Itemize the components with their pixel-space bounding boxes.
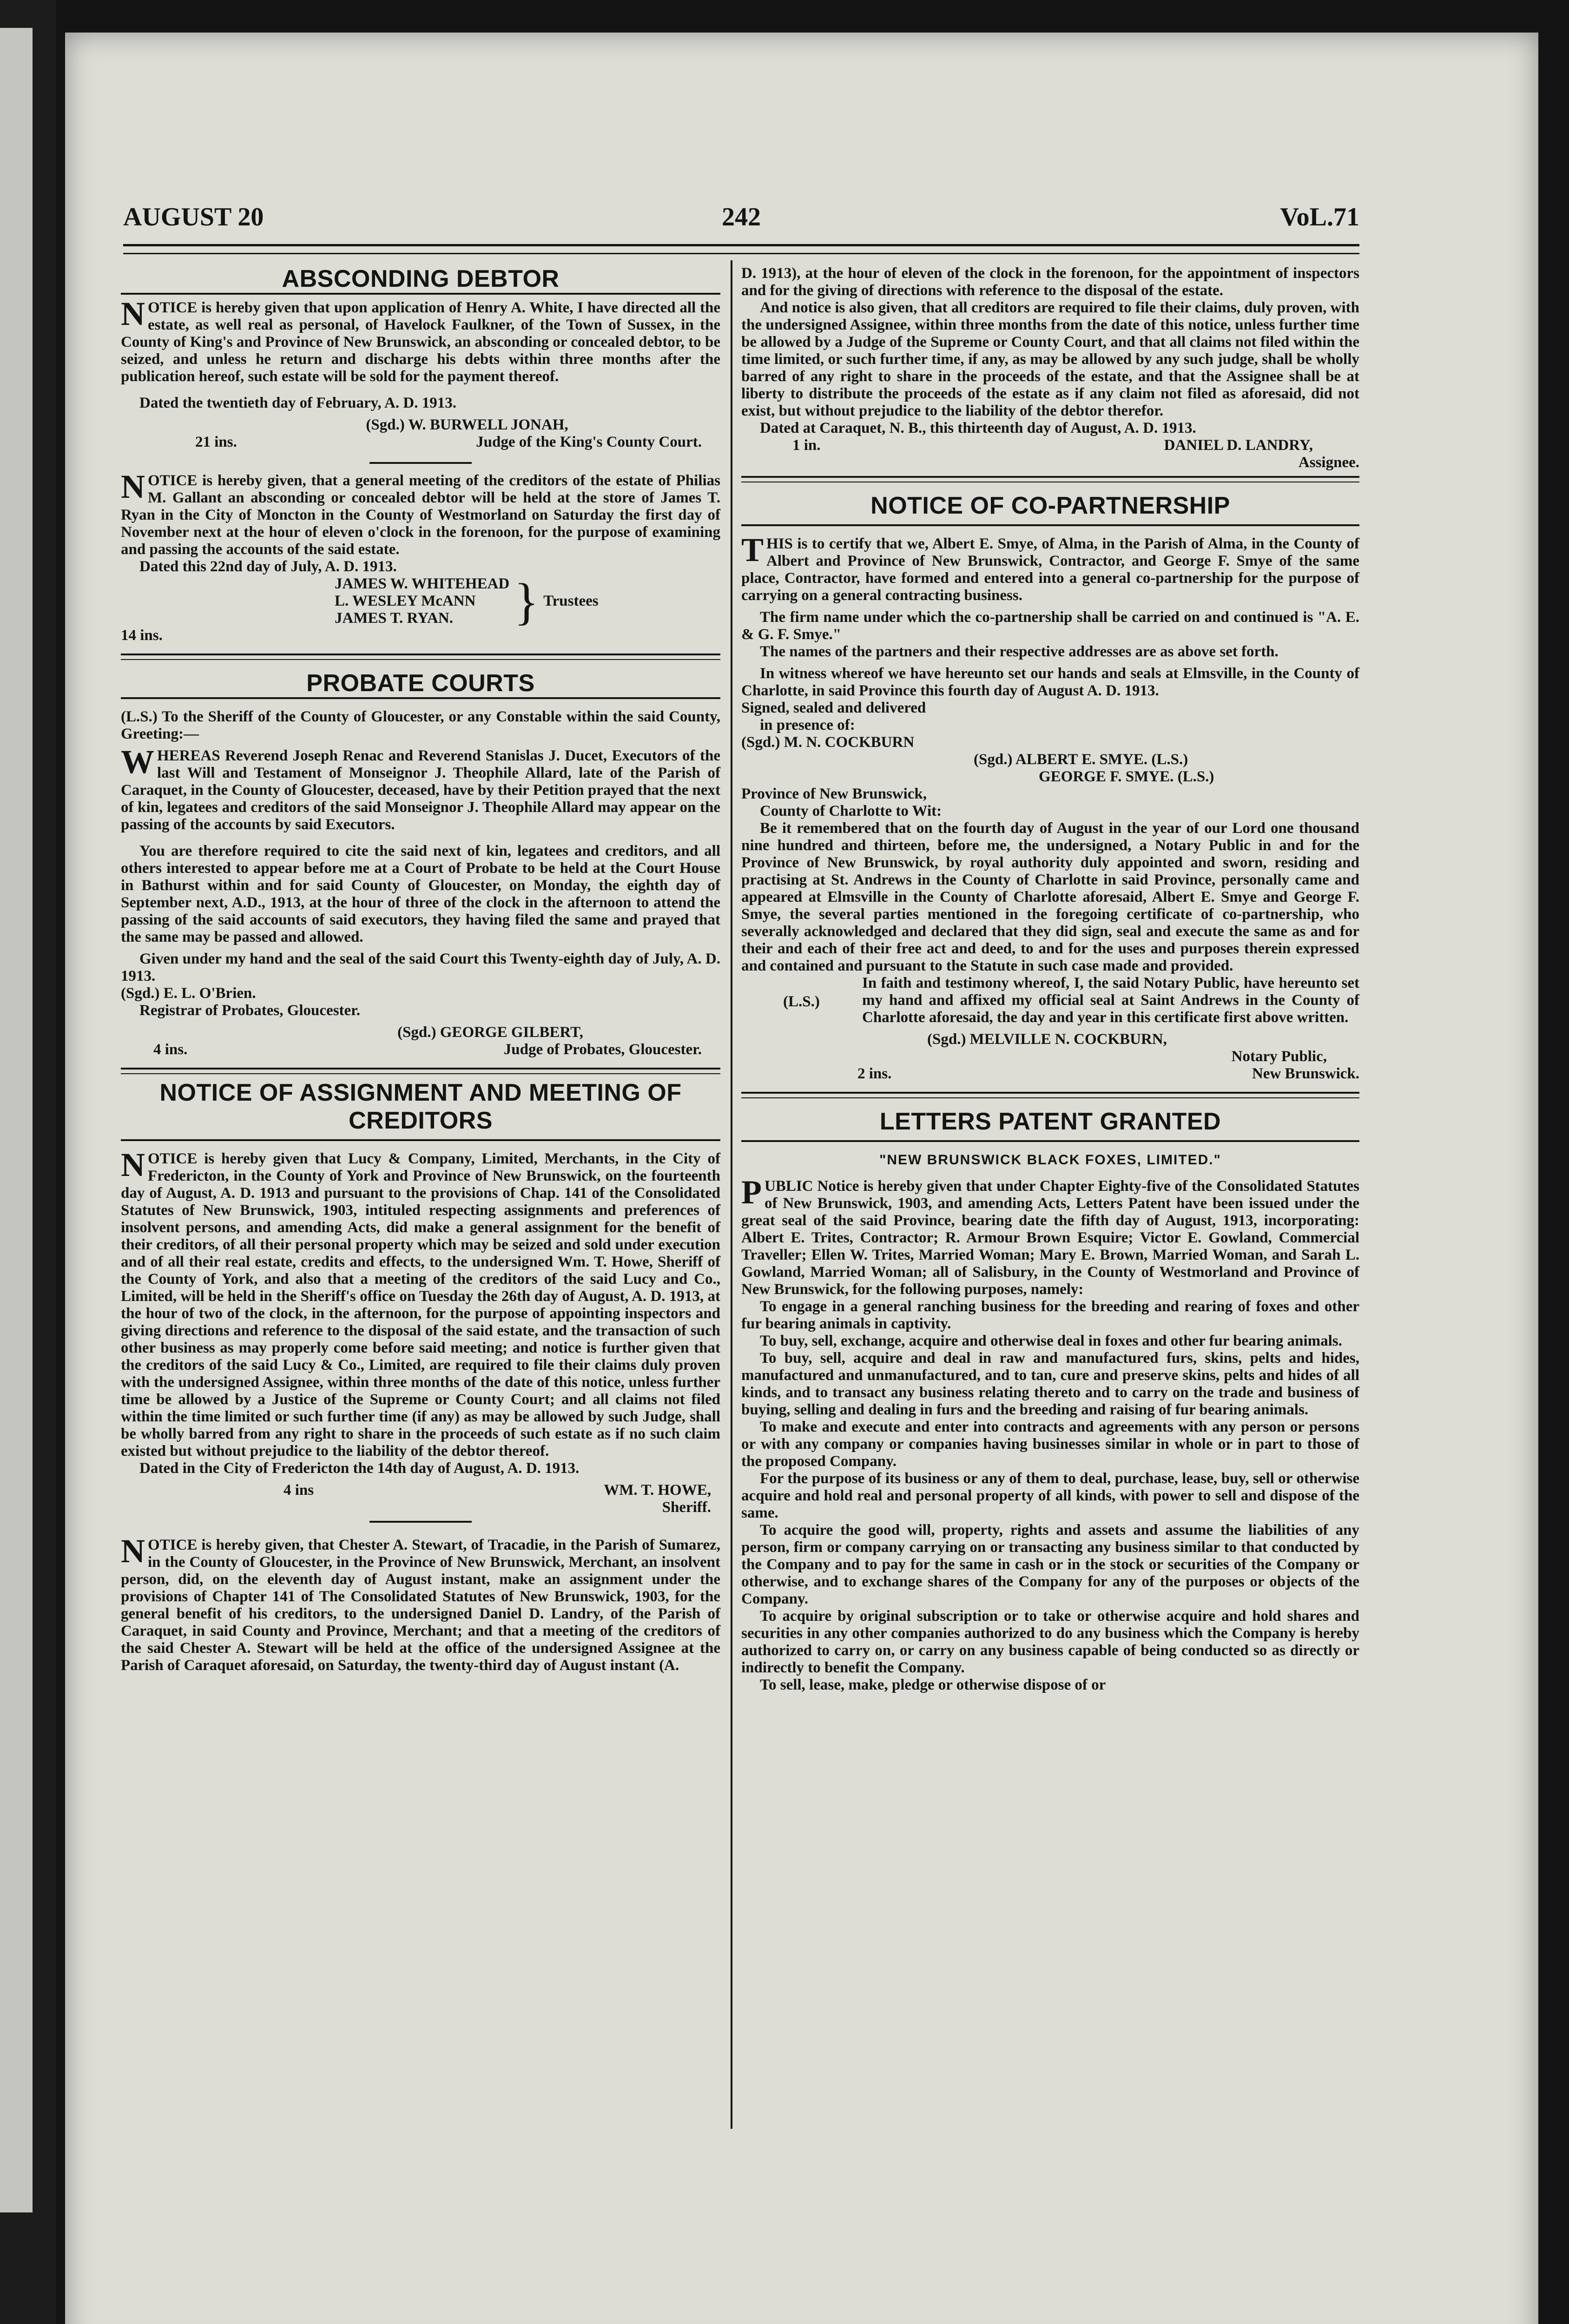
section-rule — [121, 1139, 720, 1141]
section-title: LETTERS PATENT GRANTED — [879, 1108, 1221, 1135]
company-name: "NEW BRUNSWICK BLACK FOXES, LIMITED." — [879, 1152, 1221, 1168]
section-rule — [121, 654, 720, 660]
notice-body: NOTICE is hereby given that Lucy & Company, Limited, Merchants, in the City of Fredericton, in the County of York and Province of New Brunswick, on the fourteenth day of August, A. D. 1913 and pursuant to the provisions of Chap. 141 of the Consolidated Statutes of New Brunswick, 1903, intituled respecting assignments and preferences of insolvent persons, and amending Acts, did make a general assignment for the benefit of their creditors, of all their personal property which may be seized and sold under execution and of all their real estate, credits and effects, to the undersigned Wm. T. Howe, Sheriff of the County of York, and also that a meeting of the creditors of the said Lucy and Co., Limited, will be held in the Sheriff's office on Tuesday the 26th day of August, A. D. 1913, at the hour of two of the clock, in the afternoon, for the purpose of appointing inspectors and giving directions and reference to the disposal of the said estate, and the transaction of such other business as may properly come before said meeting; and notice is further given that the creditors of the said Lucy & Co., Limited, are required to file their claims duly proven with the undersigned Assignee, within three months of the date of this notice, unless further time be allowed by a Justice of the Supreme or County Court; and all claims not filed within the time limited or such further time (if any) as may be allowed by such Judge, shall be wholly barred from any right to share in the proceeds of such estate as if no such claim existed but without prejudice to the liability of the debtor thereof. — [121, 1146, 720, 1459]
purpose-paragraph: To buy, sell, exchange, acquire and otherwise deal in foxes and other fur bearing animals. — [760, 1333, 1342, 1349]
judge-signature: (Sgd.) GEORGE GILBERT, — [397, 1024, 583, 1041]
letters-patent-notice — [741, 1108, 1359, 1694]
continued-paragraph: D. 1913), at the hour of eleven of the clock in the forenoon, for the appointment of inspectors and for the giving of directions with reference to the disposal of the estate. — [741, 265, 1359, 299]
partner-signature: GEORGE F. SMYE. (L.S.) — [1039, 768, 1214, 785]
creditors-meeting-notice — [121, 468, 720, 660]
section-rule — [121, 293, 720, 295]
witness-signature: (Sgd.) M. N. COCKBURN — [741, 734, 915, 751]
purpose-paragraph: To make and execute and enter into contracts and agreements with any person or persons or with any company or companies having businesses similar in whole or in part to those of the proposed Company. — [741, 1419, 1359, 1470]
witness-paragraph: In witness whereof we have hereunto set our hands and seals at Elmsville, in the County of Charlotte, in said Province this fourth day of August A. D. 1913. — [741, 665, 1359, 699]
trustee-name: JAMES T. RYAN. — [335, 610, 453, 627]
firm-name-paragraph: The firm name under which the co-partnership shall be carried on and continued is "A. E. & G. F. Smye." — [741, 609, 1359, 643]
section-title: ABSCONDING DEBTOR — [282, 265, 560, 292]
divider — [369, 1521, 472, 1523]
volume-label: VoL.71 — [1280, 203, 1359, 231]
header-rule — [123, 244, 1359, 254]
notice-body: NOTICE is hereby given that upon application of Henry A. White, I have directed all the estate, as well real as personal, of Havelock Faulkner, of the Town of Sussex, in the County of King's and Province of New Brunswick, an absconding or concealed debtor, to be seized, and unless he return and discharge his debts within three months after the publication hereof, such estate will be sold for the payment thereof. — [121, 295, 720, 385]
whereas-paragraph: WHEREAS Reverend Joseph Renac and Reverend Stanislas J. Ducet, Executors of the last Will and Testament of Monseignor J. Theophile Allard, late of the Parish of Caraquet, in the County of Gloucester, deceased, have by their Petition prayed that the next of kin, legatees and creditors of the said Monseignor J. Theophile Allard may appear on the passing of the accounts by said Executors. — [121, 743, 720, 833]
notice-body: NOTICE is hereby given, that a general meeting of the creditors of the estate of Philias M. Gallant an absconding or concealed debtor will be held at the store of James T. Ryan in the City of Moncton in the County of Westmorland on Saturday the first day of November next at the hour of eleven o'clock in the forenoon, for the purpose of examining and passing the accounts of the said estate. — [121, 468, 720, 558]
ls-line: (L.S.) To the Sheriff of the County of Gloucester, or any Constable within the said County, Greeting:— — [121, 708, 720, 742]
partners-paragraph: The names of the partners and their respective addresses are as above set forth. — [760, 643, 1279, 660]
section-rule — [741, 476, 1359, 482]
divider — [369, 462, 472, 464]
signature: DANIEL D. LANDRY, — [1164, 437, 1313, 454]
page-header — [123, 202, 1359, 239]
given-paragraph: Given under my hand and the seal of the said Court this Twenty-eighth day of July, A. D. 1913. — [121, 951, 720, 984]
purpose-paragraph: To buy, sell, acquire and deal in raw and manufactured furs, skins, pelts and hides, manufactured and unmanufactured, and to tan, cure and preserve skins, pelts and hides of all kinds, and to transact any business relating thereto and to carry on the trade and business of buying, selling and dealing in furs and the breeding and raising of fur bearing animals. — [741, 1350, 1359, 1418]
trustees-label: Trustees — [543, 593, 599, 609]
right-column — [741, 265, 1359, 2171]
section-rule — [741, 1092, 1359, 1098]
certify-paragraph: THIS is to certify that we, Albert E. Smye, of Alma, in the Parish of Alma, in the County of Albert and Province of New Brunswick, Contractor, and George F. Smye of the same place, Contractor, have formed and entered into a general co-partnership for the purpose of carrying on a general contracting business. — [741, 531, 1359, 604]
signed-sealed-line: Signed, sealed and delivered — [741, 700, 926, 716]
section-title: NOTICE OF CO-PARTNERSHIP — [870, 492, 1230, 519]
header-date: AUGUST 20 — [123, 203, 264, 231]
section-rule — [741, 524, 1359, 526]
insertions-count: 14 ins. — [121, 627, 163, 644]
notary-place: New Brunswick. — [1252, 1065, 1359, 1082]
notary-title: Notary Public, — [1231, 1048, 1327, 1065]
registrar-signature: (Sgd.) E. L. O'Brien. — [121, 985, 256, 1002]
insertions-count: 1 in. — [792, 437, 821, 454]
purpose-paragraph: To sell, lease, make, pledge or otherwise dispose of or — [760, 1677, 1106, 1693]
purpose-paragraph: To acquire the good will, property, rights and assets and assume the liabilities of any person, firm or company carrying on or transacting any business similar to that conducted by the Company and to pay for the same in cash or in the stock or securities of the Company or otherwise, and to exchange shares of the Company for any of the purposes or objects of the Company. — [741, 1522, 1359, 1607]
dated-line: Dated at Caraquet, N. B., this thirteenth day of August, A. D. 1913. — [760, 420, 1196, 436]
section-rule — [121, 697, 720, 699]
judge-title: Judge of Probates, Gloucester. — [503, 1041, 702, 1058]
purpose-paragraph: For the purpose of its business or any of them to deal, purchase, lease, buy, sell or otherwise acquire and hold real and personal property of all kinds, with power to sell and dispose of the same. — [741, 1470, 1359, 1521]
section-rule — [121, 1068, 720, 1074]
notary-block — [741, 975, 1359, 1026]
county-line: County of Charlotte to Wit: — [760, 803, 942, 819]
seal-mark: (L.S.) — [783, 993, 820, 1010]
adjacent-page-strip — [0, 28, 33, 2212]
required-paragraph: You are therefore required to cite the said next of kin, legatees and creditors, and all others interested to appear before me at a Court of Probate to be held at the Court House in Bathurst within and for said County of Gloucester, on Monday, the eighth day of September next, A.D., 1913, at the hour of three of the clock in the afternoon to attend the passing of the said accounts of said executors, they having filed the same and prayed that the same may be passed and allowed. — [121, 843, 720, 945]
co-partnership-notice — [741, 492, 1359, 1098]
stewart-assignment-notice — [121, 1532, 720, 1674]
page-number: 242 — [722, 203, 761, 231]
insertions-count: 2 ins. — [857, 1065, 892, 1082]
section-title: NOTICE OF ASSIGNMENT AND MEETING OF CREDITORS — [159, 1079, 682, 1134]
probate-courts-notice — [121, 669, 720, 1074]
absconding-debtor-notice — [121, 265, 720, 464]
purpose-paragraph: To acquire by original subscription or to take or otherwise acquire and hold shares and securities in any other companies authorized to do any business which the Company is hereby authorized to carry on, or carry on any business capable of being conducted so as directly or indirectly to benefit the Company. — [741, 1608, 1359, 1676]
presence-line: in presence of: — [760, 717, 855, 733]
insertions-count: 4 ins — [283, 1482, 314, 1499]
section-title: PROBATE COURTS — [306, 670, 535, 697]
dated-line: Dated in the City of Fredericton the 14th day of August, A. D. 1913. — [139, 1460, 580, 1477]
public-notice-paragraph: PUBLIC Notice is hereby given that under Chapter Eighty-five of the Consolidated Statutes of New Brunswick, 1903, and amending Acts, Letters Patent have been issued under the great seal of the said Province, bearing date the fifth day of August, 1913, incorporating: Albert E. Trites, Contractor; R. Armour Brown Esquire; Victor E. Gowland, Commercial Traveller; Ellen W. Trites, Married Woman; Mary E. Brown, Married Woman, and Sarah L. Gowland, Married Woman; all of Salisbury, in the County of Westmorland and Province of New Brunswick, for the following purposes, namely: — [741, 1174, 1359, 1298]
gazette-page — [65, 33, 1538, 2324]
stewart-notice-continued — [741, 265, 1359, 482]
column-separator — [731, 260, 732, 2129]
trustee-name: JAMES W. WHITEHEAD — [335, 575, 510, 592]
insertions-count: 21 ins. — [195, 434, 237, 450]
left-column — [121, 265, 720, 2171]
signature-title: Sheriff. — [662, 1499, 711, 1516]
brace: } — [514, 573, 539, 630]
signature-title: Assignee. — [1298, 454, 1359, 471]
section-rule — [741, 1140, 1359, 1142]
signature: WM. T. HOWE, — [604, 1482, 711, 1499]
dated-line: Dated the twentieth day of February, A. D. 1913. — [139, 395, 456, 411]
trustee-signatures — [121, 573, 720, 630]
purpose-paragraph: To engage in a general ranching business for the breeding and rearing of foxes and other fur bearing animals in captivity. — [741, 1298, 1359, 1332]
province-line: Province of New Brunswick, — [741, 786, 927, 802]
partner-signature: (Sgd.) ALBERT E. SMYE. (L.S.) — [974, 751, 1188, 768]
notary-signature: (Sgd.) MELVILLE N. COCKBURN, — [927, 1031, 1167, 1048]
registrar-title: Registrar of Probates, Gloucester. — [139, 1002, 361, 1019]
signature-title: Judge of the King's County Court. — [476, 434, 702, 450]
dated-line: Dated this 22nd day of July, A. D. 1913. — [139, 558, 397, 575]
notice-body: NOTICE is hereby given, that Chester A. Stewart, of Tracadie, in the Parish of Sumarez, in the County of Gloucester, in the Province of New Brunswick, Merchant, an insolvent person, did, on the eleventh day of August instant, make an assignment under the provisions of Chapter 141 of The Consolidated Statutes of New Brunswick, 1903, for the general benefit of his creditors, to the undersigned Daniel D. Landry, of the Parish of Caraquet, in said County and Province, Merchant; and that a meeting of the creditors of the said Chester A. Stewart will be held at the office of the undersigned Assignee at the Parish of Caraquet aforesaid, on Saturday, the twenty-third day of August instant (A. — [121, 1532, 720, 1674]
assignment-notice — [121, 1079, 720, 1523]
acknowledgement-paragraph: Be it remembered that on the fourth day of August in the year of our Lord one thousand nine hundred and thirteen, before me, the undersigned, a Notary Public in and for the Province of New Brunswick, by royal authority duly appointed and sworn, residing and practising at St. Andrews in the County of Charlotte in said Province, personally came and appeared at Elmsville in the County of Charlotte aforesaid, Albert E. Smye and George F. Smye, the several parties mentioned in the foregoing certificate of co-partnership, who severally acknowledged and declared that they did sign, seal and execute the same as and for their and each of their free act and deed, to and for the uses and purposes therein expressed and contained and pursuant to the Statute in such case made and provided. — [741, 820, 1359, 974]
insertions-count: 4 ins. — [153, 1041, 188, 1058]
signature: (Sgd.) W. BURWELL JONAH, — [366, 416, 568, 433]
claims-paragraph: And notice is also given, that all creditors are required to file their claims, duly proven, with the undersigned Assignee, within three months from the date of this notice, unless further time be allowed by a Judge of the Supreme or County Court, and that all claims not filed within the time limited, or such further time, if any, as may be allowed by any such judge, shall be wholly barred of any right to share in the proceeds of the estate, and that the Assignee shall be at liberty to distribute the proceeds of the estate as if any claim not filed as aforesaid, did not exist, but without prejudice to the liability of the debtor therefor. — [741, 299, 1359, 419]
trustee-name: L. WESLEY McANN — [335, 593, 476, 609]
faith-paragraph: In faith and testimony whereof, I, the said Notary Public, have hereunto set my hand and affixed my official seal at Saint Andrews in the County of Charlotte aforesaid, the day and year in this certificate first above written. — [862, 975, 1359, 1026]
